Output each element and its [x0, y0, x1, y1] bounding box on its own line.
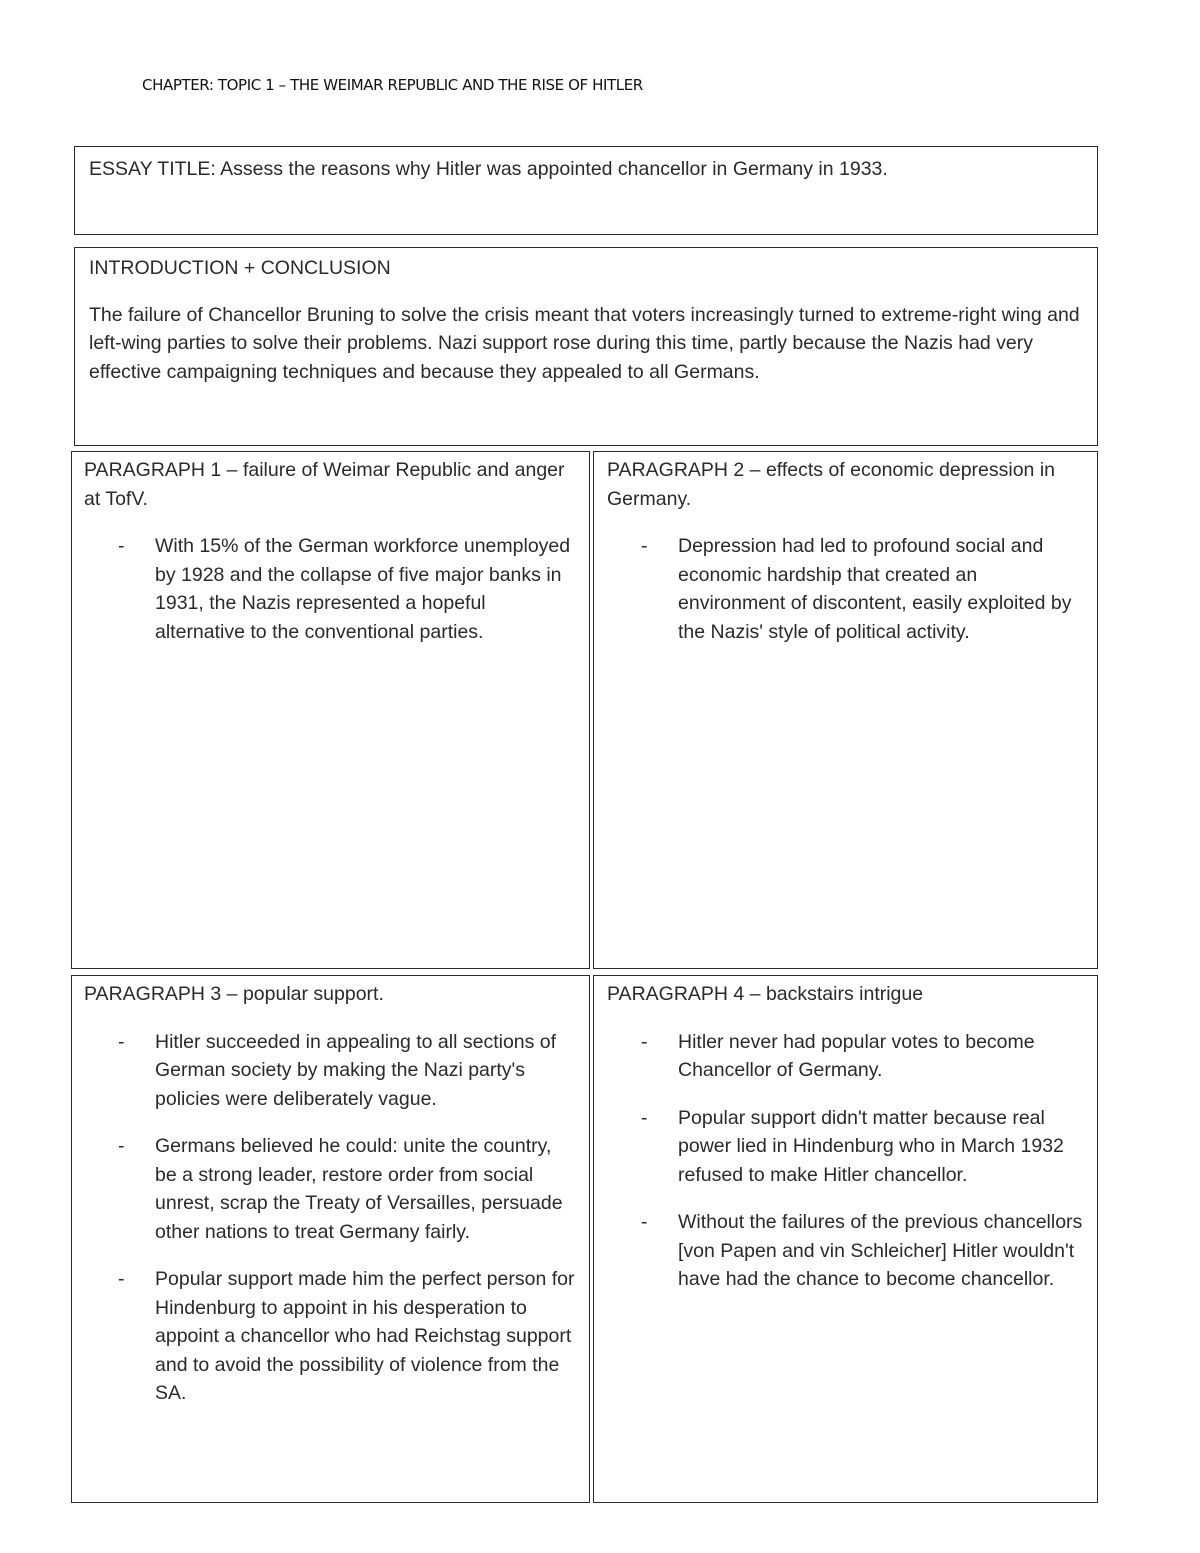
bullet-marker: - — [641, 1211, 648, 1233]
bullet-text: Without the failures of the previous chancellors [von Papen and vin Schleicher] Hitler wouldn't have had the chance to become chancellor. — [678, 1211, 1083, 1290]
bullet-item — [607, 1208, 1084, 1294]
bullet-marker: - — [118, 1030, 125, 1053]
introduction-box — [74, 247, 1098, 446]
essay-title: ESSAY TITLE: Assess the reasons why Hitler was appointed chancellor in Germany in 1933. — [89, 158, 888, 180]
bullet-text: With 15% of the German workforce unemployed by 1928 and the collapse of five major banks in 1931, the Nazis represented a hopeful alternative to the conventional parties. — [155, 535, 571, 643]
bullet-text: Hitler succeeded in appealing to all sections of German society by making the Nazi party's policies were deliberately vague. — [155, 1030, 557, 1110]
paragraph-2-box — [593, 451, 1098, 969]
bullet-marker: - — [118, 1135, 125, 1157]
bullet-text: Hitler never had popular votes to become Chancellor of Germany. — [678, 1030, 1035, 1081]
bullet-item — [607, 532, 1084, 646]
bullet-marker: - — [641, 1106, 648, 1129]
bullet-text: Germans believed he could: unite the country, be a strong leader, restore order from social unrest, scrap the Treaty of Versailles, persuade other nations to treat Germany fairly. — [155, 1135, 563, 1243]
bullet-list — [84, 532, 577, 646]
paragraph-4-box — [593, 975, 1098, 1503]
bullet-text: Popular support made him the perfect person for Hindenburg to appoint in his desperation to appoint a chancellor who had Reichstag support and to avoid the possibility of violence from the SA. — [155, 1268, 575, 1404]
essay-title-box — [74, 146, 1098, 235]
bullet-text: Popular support didn't matter because real power lied in Hindenburg who in March 1932 refused to make Hitler chancellor. — [678, 1106, 1064, 1186]
introduction-body: The failure of Chancellor Bruning to solve the crisis meant that voters increasingly turned to extreme-right wing and left-wing parties to solve their problems. Nazi support rose during this time, partly because the Nazis had very effective campaigning techniques and because they appealed to all Germans. — [89, 303, 1080, 383]
paragraph-3-box — [71, 975, 590, 1503]
chapter-header: CHAPTER: TOPIC 1 – THE WEIMAR REPUBLIC AND THE RISE OF HITLER — [142, 76, 643, 94]
introduction-heading: INTRODUCTION + CONCLUSION — [89, 257, 391, 279]
bullet-item — [84, 1265, 577, 1408]
paragraph-heading: PARAGRAPH 1 – failure of Weimar Republic and anger at TofV. — [84, 459, 565, 510]
paragraph-heading: PARAGRAPH 4 – backstairs intrigue — [607, 983, 924, 1005]
bullet-list — [84, 1028, 577, 1408]
bullet-item — [607, 1028, 1084, 1085]
paragraph-heading: PARAGRAPH 2 – effects of economic depression in Germany. — [607, 459, 1055, 510]
bullet-item — [84, 1028, 577, 1114]
paragraph-1-box — [71, 451, 590, 969]
bullet-list — [607, 1028, 1084, 1294]
bullet-item — [84, 1132, 577, 1246]
bullet-marker: - — [118, 535, 125, 557]
paragraph-heading: PARAGRAPH 3 – popular support. — [84, 983, 384, 1005]
bullet-text: Depression had led to profound social and economic hardship that created an environment of discontent, easily exploited by the Nazis' style of political activity. — [678, 535, 1072, 643]
bullet-marker: - — [118, 1268, 125, 1290]
bullet-marker: - — [641, 535, 648, 557]
bullet-item — [607, 1104, 1084, 1190]
bullet-item — [84, 532, 577, 646]
bullet-list — [607, 532, 1084, 646]
bullet-marker: - — [641, 1030, 648, 1053]
